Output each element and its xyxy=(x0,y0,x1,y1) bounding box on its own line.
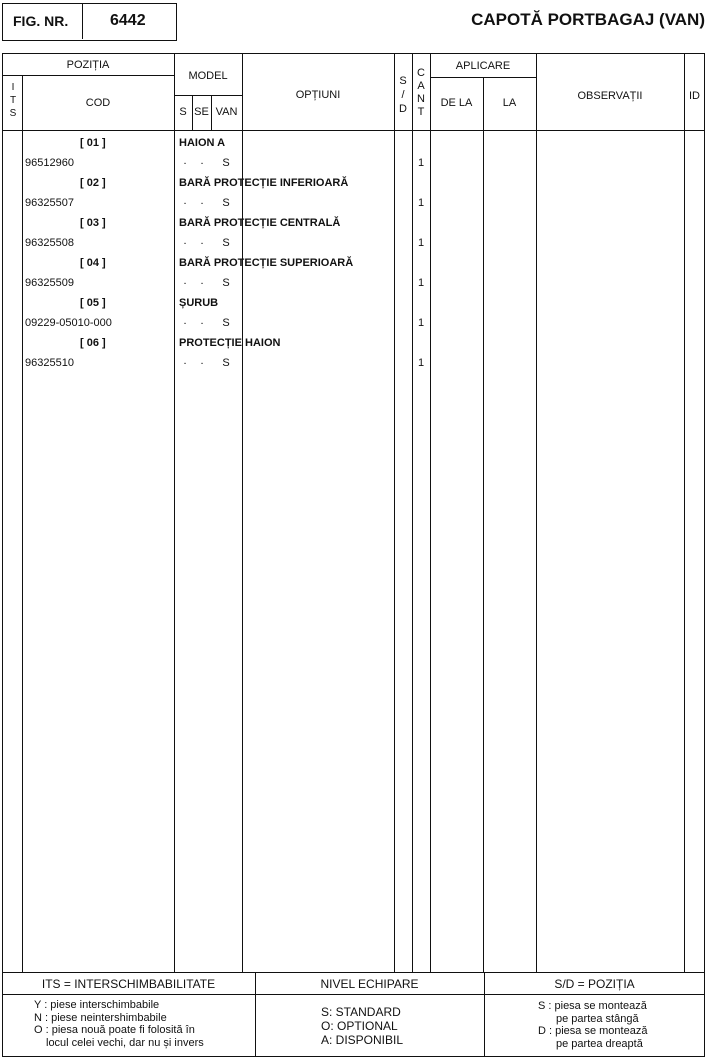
header-id: ID xyxy=(689,90,700,102)
model-se-value: . xyxy=(200,155,204,167)
footer-nivel-legend xyxy=(321,1005,403,1047)
page-title: CAPOTĂ PORTBAGAJ (VAN) xyxy=(471,10,705,29)
legend-line: Y : piese interschimbabile xyxy=(34,999,160,1011)
model-s-value: . xyxy=(183,235,187,247)
part-code: 96325507 xyxy=(25,197,74,209)
part-name: BARĂ PROTECȚIE CENTRALĂ xyxy=(179,217,341,229)
model-se-value: . xyxy=(200,315,204,327)
footer-nivel-title: NIVEL ECHIPARE xyxy=(320,977,419,991)
model-van-value: S xyxy=(222,357,230,369)
position-number: [ 03 ] xyxy=(80,217,106,229)
header-aplicare: APLICARE xyxy=(455,60,511,72)
model-s-value: . xyxy=(183,275,187,287)
model-se-value: . xyxy=(200,355,204,367)
model-van-value: S xyxy=(222,237,230,249)
footer-its-legend xyxy=(34,999,204,1049)
header-cant: C A N T xyxy=(417,67,425,118)
footer-its-title: ITS = INTERSCHIMBABILITATE xyxy=(41,977,216,991)
header-model-van: VAN xyxy=(215,106,238,118)
figure-label: FIG. NR. xyxy=(13,13,69,29)
legend-line: D : piesa se montează xyxy=(538,1025,648,1037)
quantity: 1 xyxy=(417,357,425,369)
model-van-value: S xyxy=(222,197,230,209)
model-se-value: . xyxy=(200,275,204,287)
model-s-value: . xyxy=(183,355,187,367)
model-se-value: . xyxy=(200,235,204,247)
figure-number-box xyxy=(2,3,177,41)
quantity: 1 xyxy=(417,157,425,169)
legend-line: locul celei vechi, dar nu și invers xyxy=(46,1036,204,1049)
legend-line: O : piesa nouă poate fi folosită în xyxy=(34,1024,195,1036)
header-optiuni: OPȚIUNI xyxy=(295,89,341,101)
legend-line: N : piese neintershimbabile xyxy=(34,1011,167,1024)
header-observatii: OBSERVAȚII xyxy=(577,90,643,102)
header-model: MODEL xyxy=(188,70,228,82)
position-number: [ 06 ] xyxy=(80,337,106,349)
model-van-value: S xyxy=(222,157,230,169)
quantity: 1 xyxy=(417,277,425,289)
part-name: PROTECȚIE HAION xyxy=(179,337,281,349)
quantity: 1 xyxy=(417,237,425,249)
part-code: 96325509 xyxy=(25,277,74,289)
header-model-se: SE xyxy=(194,106,209,118)
part-code: 96512960 xyxy=(25,157,74,169)
header-pozitia: POZIȚIA xyxy=(66,59,110,71)
part-name: BARĂ PROTECȚIE INFERIOARĂ xyxy=(179,177,349,189)
position-number: [ 05 ] xyxy=(80,297,106,309)
part-code: 09229-05010-000 xyxy=(25,317,112,329)
quantity: 1 xyxy=(417,317,425,329)
header-de-la: DE LA xyxy=(440,97,473,109)
model-van-value: S xyxy=(222,277,230,289)
model-s-value: . xyxy=(183,195,187,207)
header-la: LA xyxy=(502,97,517,109)
position-number: [ 04 ] xyxy=(80,257,106,269)
header-model-s: S xyxy=(179,106,187,118)
legend-line: S : piesa se montează xyxy=(538,1000,647,1012)
parts-table xyxy=(2,53,705,1057)
model-se-value: . xyxy=(200,195,204,207)
header-sd: S / D xyxy=(399,75,407,115)
model-s-value: . xyxy=(183,315,187,327)
legend-line: A: DISPONIBIL xyxy=(321,1033,404,1047)
model-van-value: S xyxy=(222,317,230,329)
legend-line: pe partea stângă xyxy=(556,1012,639,1025)
position-number: [ 01 ] xyxy=(80,137,106,149)
model-s-value: . xyxy=(183,155,187,167)
position-number: [ 02 ] xyxy=(80,177,106,189)
legend-line: pe partea dreaptă xyxy=(556,1037,643,1050)
figure-number: 6442 xyxy=(110,12,146,29)
quantity: 1 xyxy=(417,197,425,209)
part-code: 96325508 xyxy=(25,237,74,249)
part-name: BARĂ PROTECȚIE SUPERIOARĂ xyxy=(179,257,354,269)
part-name: ȘURUB xyxy=(179,297,219,309)
footer-sd-title: S/D = POZIȚIA xyxy=(554,977,635,991)
part-code: 96325510 xyxy=(25,357,74,369)
legend-line: O: OPTIONAL xyxy=(321,1019,398,1033)
part-name: HAION A xyxy=(179,137,226,149)
footer-sd-legend xyxy=(538,1000,647,1050)
header-cod: COD xyxy=(85,97,111,109)
header-its: I T S xyxy=(9,82,17,119)
legend-line: S: STANDARD xyxy=(321,1005,401,1019)
